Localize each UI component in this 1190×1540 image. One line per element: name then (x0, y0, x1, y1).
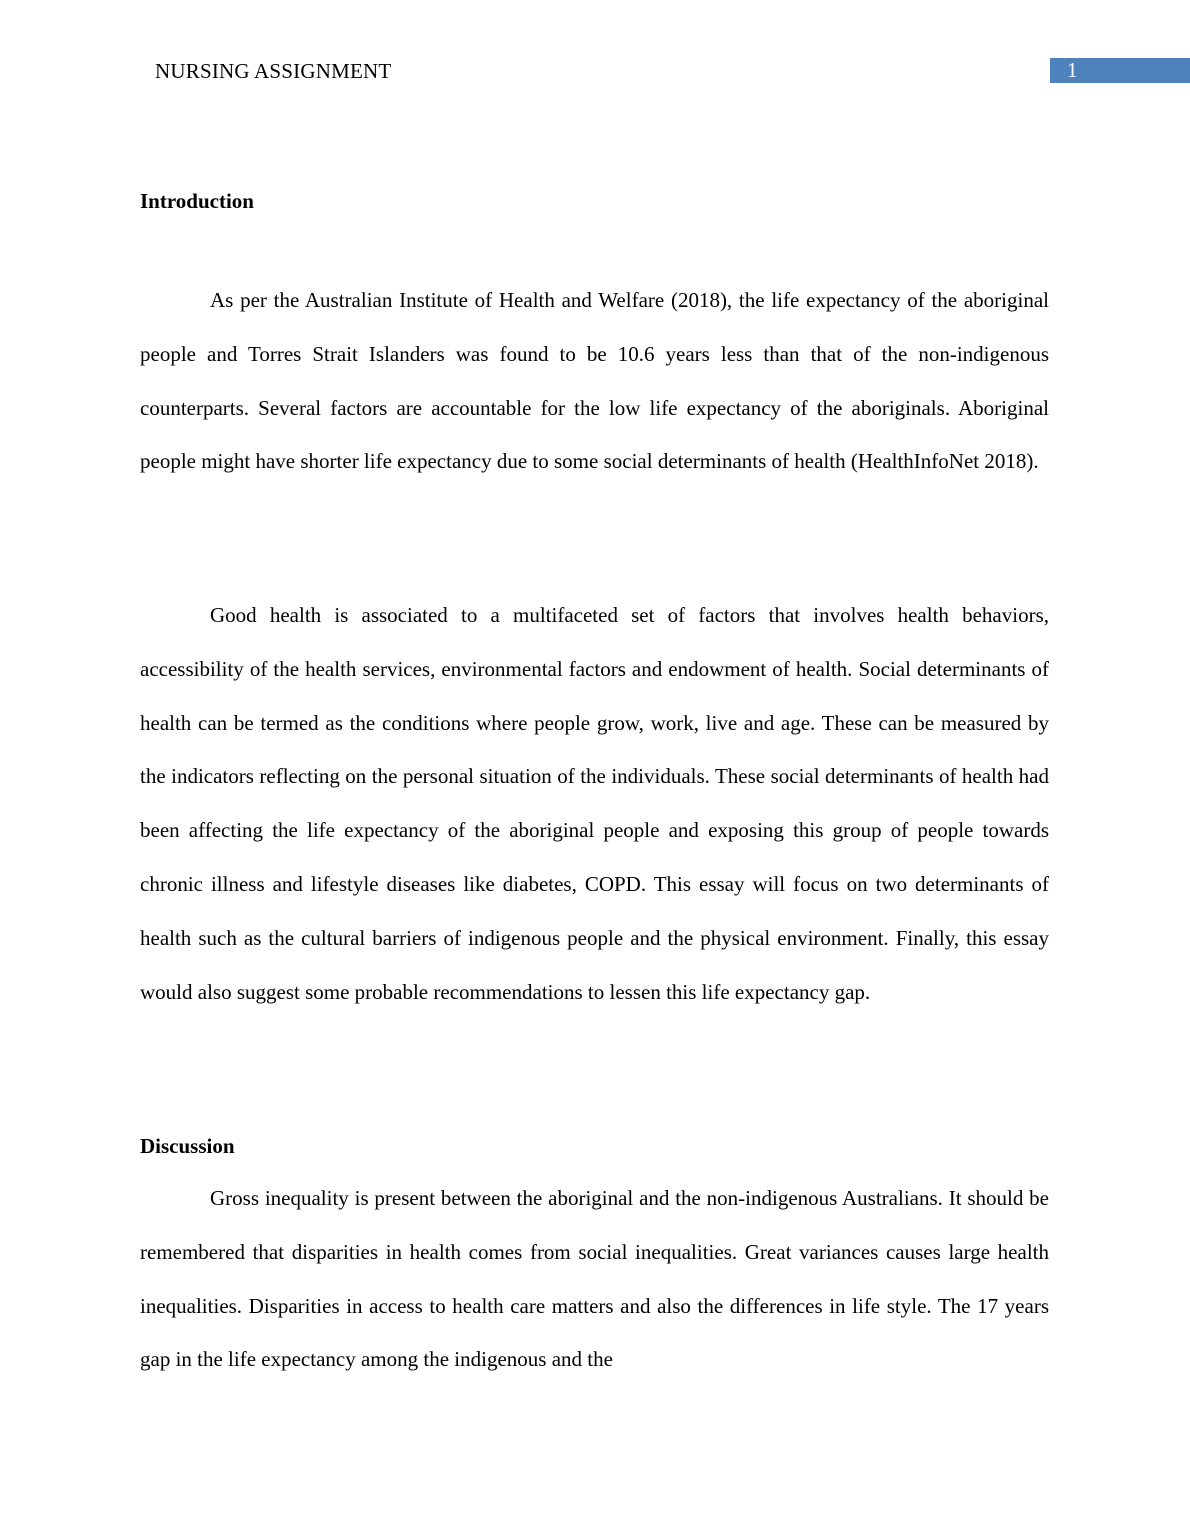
paragraph: As per the Australian Institute of Health and Welfare (2018), the life expectancy of the aboriginal people and Torres Strait Islanders was found to be 10.6 years less than that of the non-indigenous counterparts. Several factors are accountable for the low life expectancy of the aboriginals. Aboriginal people might have shorter life expectancy due to some social determinants of health (HealthInfoNet 2018). (140, 288, 1049, 474)
section-heading-discussion: Discussion (140, 1134, 235, 1158)
section-heading-introduction: Introduction (140, 189, 254, 213)
paragraph: Gross inequality is present between the aboriginal and the non-indigenous Australians. It should be remembered that disparities in health comes from social inequalities. Great variances causes large health inequalities. Disparities in access to health care matters and also the differences in life style. The 17 years gap in the life expectancy among the indigenous and the (140, 1186, 1049, 1372)
page-number-badge: 1 (1050, 58, 1190, 83)
paragraph: Good health is associated to a multifaceted set of factors that involves health behaviors, accessibility of the health services, environmental factors and endowment of health. Social determinants of health can be termed as the conditions where people grow, work, live and age. These can be measured by the indicators reflecting on the personal situation of the individuals. These social determinants of health had been affecting the life expectancy of the aboriginal people and exposing this group of people towards chronic illness and lifestyle diseases like diabetes, COPD. This essay will focus on two determinants of health such as the cultural barriers of indigenous people and the physical environment. Finally, this essay would also suggest some probable recommendations to lessen this life expectancy gap. (140, 603, 1049, 1004)
running-head-title: NURSING ASSIGNMENT (155, 59, 392, 83)
